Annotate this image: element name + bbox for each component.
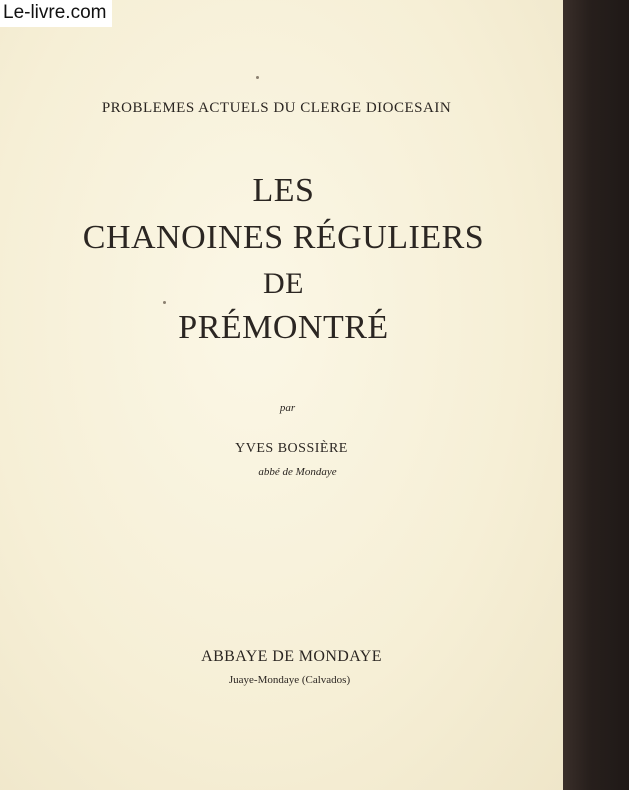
title-line-3: DE (263, 267, 304, 300)
author-role: abbé de Mondaye (258, 466, 337, 478)
title-line-1: LES (252, 172, 315, 209)
publisher-place: Juaye-Mondaye (Calvados) (228, 674, 351, 686)
series-title: PROBLEMES ACTUELS DU CLERGE DIOCESAIN (101, 100, 452, 116)
paper-speck (256, 76, 259, 79)
title-line-2: CHANOINES RÉGULIERS (82, 219, 485, 256)
paper-speck (163, 301, 166, 304)
by-label: par (279, 402, 296, 414)
dark-background-edge (563, 0, 629, 790)
title-line-4: PRÉMONTRÉ (178, 309, 389, 346)
watermark-label: Le-livre.com (0, 0, 112, 27)
publisher-name: ABBAYE DE MONDAYE (201, 648, 382, 665)
author-name: YVES BOSSIÈRE (235, 441, 348, 456)
